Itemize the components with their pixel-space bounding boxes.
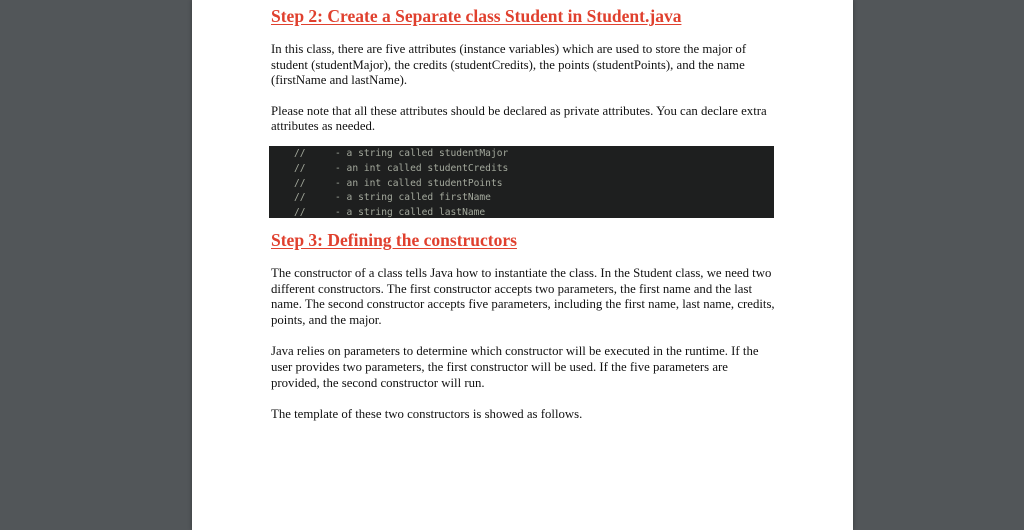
step2-paragraph-attributes: In this class, there are five attributes (instance variables) which are used to store the major of student (studentMajor), the credits (studentCredits), the points (studentPoints), and the name (firstName and lastName). — [271, 42, 747, 88]
code-line-text: - an int called studentPoints — [335, 177, 503, 189]
document-page — [192, 0, 853, 530]
code-line — [269, 147, 774, 162]
code-line — [269, 206, 774, 218]
code-comment-prefix: // — [294, 207, 306, 218]
code-comment-prefix: // — [294, 177, 306, 189]
code-line-text: - an int called studentCredits — [335, 162, 509, 174]
step2-heading: Step 2: Create a Separate class Student in Student.java — [271, 6, 682, 26]
step3-paragraph-constructors: The constructor of a class tells Java how to instantiate the class. In the Student class, we need two different constructors. The first constructor accepts two parameters, the first name and the last name. The second constructor accepts five parameters, including the first name, last name, credits, points, and the major. — [271, 265, 775, 327]
code-comment-prefix: // — [294, 147, 306, 159]
step3-heading: Step 3: Defining the constructors — [271, 229, 517, 250]
code-line-text: - a string called lastName — [335, 207, 486, 218]
code-block — [269, 146, 774, 218]
step3-paragraph-template: The template of these two constructors is showed as follows. — [271, 407, 583, 422]
code-line-text: - a string called firstName — [335, 192, 491, 204]
page-content — [271, 4, 776, 423]
code-comment-prefix: // — [294, 192, 306, 204]
code-line — [269, 162, 774, 177]
code-line-text: - a string called studentMajor — [335, 147, 509, 159]
step3-paragraph-runtime: Java relies on parameters to determine which constructor will be executed in the runtime. If the user provides two parameters, the first constructor will be used. If the five parameters are provided, the second constructor will run. — [271, 344, 759, 390]
step2-paragraph-private-note: Please note that all these attributes should be declared as private attributes. You can declare extra attributes as needed. — [271, 103, 767, 134]
code-line — [269, 191, 774, 206]
code-comment-prefix: // — [294, 162, 306, 174]
code-line — [269, 177, 774, 192]
